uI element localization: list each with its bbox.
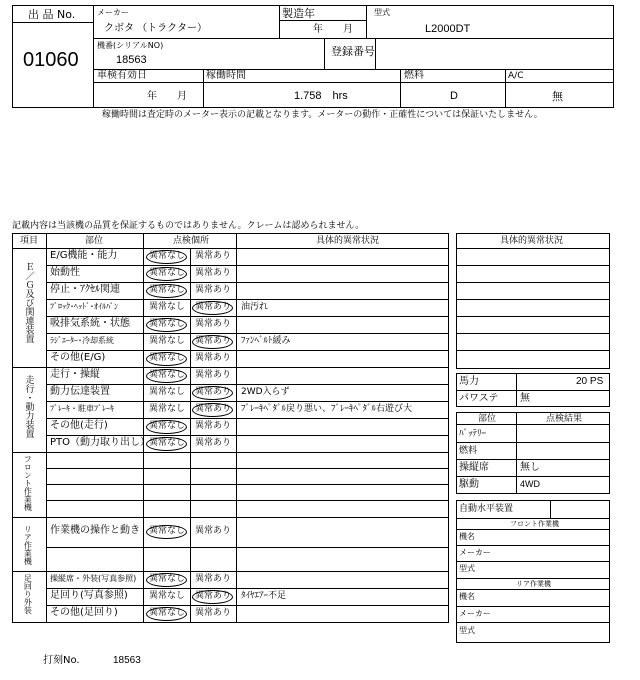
table-row-part: 停止・ｱｸｾﾙ関連 [50, 283, 120, 295]
group-undercarriage: 足回り外装 [23, 574, 33, 614]
front-maker-label: メーカー [459, 548, 491, 557]
table-row-part: 吸排気系統・状態 [50, 317, 130, 329]
ok-option: 異常なし [149, 335, 186, 346]
ac-value: 無 [552, 90, 563, 103]
table-row-part: 動力伝達装置 [50, 385, 110, 397]
group-rear: リア作業機 [23, 525, 33, 565]
table-row-part: その他(足回り) [50, 606, 118, 618]
ng-option: 異常あり [195, 403, 232, 414]
result-mark [146, 284, 187, 298]
result-mark [146, 318, 187, 332]
ng-option: 異常あり [195, 420, 232, 431]
header-details: 具体的異常状況 [316, 236, 380, 246]
ng-option: 異常あり [195, 573, 232, 584]
result-mark [192, 386, 233, 400]
table-row-detail: 2WD入らず [241, 386, 290, 397]
ok-option: 異常なし [149, 352, 186, 363]
battery-label: ﾊﾞｯﾃﾘｰ [459, 429, 487, 439]
ok-option: 異常なし [149, 267, 186, 278]
cabin-label: 操縦席 [459, 462, 489, 473]
group-drive: 走行・動力装置 [23, 375, 34, 438]
front-attachment-header: フロント作業機 [510, 520, 559, 528]
model-value: L2000DT [425, 23, 471, 35]
result-header: 点検結果 [546, 414, 583, 424]
drive-label: 駆動 [459, 479, 479, 490]
model-label: 型式 [374, 8, 390, 17]
ac-label: A/C [508, 71, 524, 81]
lot-number-label: 出 品 No. [28, 8, 76, 21]
group-eg: Ｅ／Ｇ及び関連装置 [23, 262, 34, 343]
leveler-label: 自動水平装置 [459, 504, 514, 514]
result-mark [146, 437, 187, 451]
cabin-value: 無し [520, 462, 540, 473]
year-unit: 年 月 [313, 24, 353, 35]
table-row-part: ﾌﾞﾛｯｸ･ﾍｯﾄﾞ･ｵｲﾙﾊﾟﾝ [50, 301, 118, 311]
ng-option: 異常あり [195, 386, 232, 397]
ok-option: 異常なし [149, 369, 186, 380]
ng-option: 異常あり [195, 250, 232, 261]
year-label: 製造年 [282, 7, 315, 20]
table-row-part: 足回り(写真参照) [50, 589, 128, 601]
ng-option: 異常あり [195, 267, 232, 278]
ng-option: 異常あり [195, 437, 232, 448]
ng-option: 異常あり [195, 335, 232, 346]
result-mark [146, 369, 187, 383]
table-row-detail: ﾌﾞﾚｰｷﾍﾟﾀﾞﾙ戻り悪い、ﾌﾞﾚｰｷﾍﾟﾀﾞﾙ右遊び大 [241, 403, 413, 414]
hours-value: 1.758 hrs [294, 90, 348, 102]
table-row-part: E/G機能・能力 [50, 249, 118, 261]
result-mark [146, 250, 187, 264]
result-mark [146, 420, 187, 434]
rear-attachment-header: リア作業機 [516, 580, 551, 588]
table-row-part: その他(走行) [50, 419, 108, 431]
table-row-part: 操縦席・外装(写真参照) [50, 573, 137, 583]
ok-option: 異常なし [149, 403, 186, 414]
ng-option: 異常あり [195, 590, 232, 601]
serial-value: 18563 [116, 54, 147, 66]
drive-value: 4WD [520, 479, 540, 489]
rear-maker-label: メーカー [459, 609, 491, 618]
rear-model-label: 型式 [459, 626, 475, 635]
ok-option: 異常なし [149, 386, 186, 397]
ok-option: 異常なし [149, 318, 186, 329]
hours-label: 稼働時間 [206, 70, 246, 81]
stamp-label: 打刻No. [43, 655, 80, 666]
stamp-value: 18563 [113, 655, 141, 666]
fuel-label-right: 燃料 [459, 446, 478, 456]
power-steering-value: 無 [520, 393, 530, 404]
registration-label: 登録番号 [331, 45, 375, 58]
ok-option: 異常なし [149, 573, 186, 584]
horsepower-label: 馬力 [459, 376, 479, 387]
result-mark [192, 301, 233, 315]
part-header: 部位 [478, 414, 497, 424]
ok-option: 異常なし [149, 250, 186, 261]
header-part: 部位 [85, 236, 104, 246]
result-mark [146, 352, 187, 366]
result-mark [146, 573, 187, 587]
front-model-label: 型式 [459, 564, 475, 573]
ok-option: 異常なし [149, 526, 186, 536]
fuel-label: 燃料 [404, 70, 424, 81]
result-mark [192, 590, 233, 604]
table-row-part: ﾗｼﾞｴｰﾀｰ･冷却系統 [50, 335, 114, 345]
ng-option: 異常あり [195, 301, 232, 312]
right-details-header: 具体的異常状況 [500, 236, 564, 246]
maker-value: クボタ （トラクター） [104, 23, 207, 34]
inspection-label: 車検有効日 [97, 70, 147, 81]
table-row-part: ﾌﾞﾚｰｷ・駐車ﾌﾞﾚｰｷ [50, 403, 114, 413]
power-steering-label: パワステ [459, 393, 499, 404]
ok-option: 異常なし [149, 301, 186, 312]
table-row-part: 始動性 [50, 266, 80, 278]
table-row-detail: ﾀｲﾔｴｱｰ不足 [241, 590, 287, 601]
quality-note: 記載内容は当該機の品質を保証するものではありません。クレームは認められません。 [12, 221, 365, 231]
ng-option: 異常あり [195, 607, 232, 618]
ng-option: 異常あり [195, 318, 232, 329]
header-item: 項目 [20, 236, 39, 246]
right-details-box [456, 233, 610, 369]
lot-number: 01060 [23, 49, 79, 71]
hours-note: 稼働時間は査定時のメーター表示の記載となります。メーターの動作・正確性については保証いたしません。 [102, 110, 543, 120]
result-mark [146, 525, 187, 539]
ok-option: 異常なし [149, 437, 186, 448]
header-check: 点検個所 [173, 236, 210, 246]
result-mark [146, 607, 187, 621]
table-row-part: 走行・操縦 [50, 368, 100, 380]
ng-option: 異常あり [195, 369, 232, 380]
ng-option: 異常あり [195, 284, 232, 295]
table-row-detail: ﾌｧﾝﾍﾞﾙﾄ緩み [241, 335, 291, 346]
group-front: フロント作業機 [23, 455, 33, 511]
rear-name-label: 機名 [459, 592, 475, 601]
result-mark [192, 403, 233, 417]
ok-option: 異常なし [149, 607, 186, 618]
table-row-part: 作業機の操作と動き [50, 525, 140, 536]
ok-option: 異常なし [149, 284, 186, 295]
serial-label: 機番(シリアルNO) [97, 41, 164, 50]
table-row-part: PTO（動力取り出し） [50, 436, 151, 448]
maker-label: メーカー [97, 8, 129, 17]
table-row-part: その他(E/G) [50, 351, 106, 363]
ng-option: 異常あり [195, 352, 232, 363]
fuel-value: D [450, 90, 458, 102]
ng-option: 異常あり [195, 526, 232, 536]
horsepower-value: 20 PS [576, 376, 604, 387]
result-mark [146, 267, 187, 281]
table-row-detail: 油汚れ [241, 301, 269, 312]
ok-option: 異常なし [149, 420, 186, 431]
front-name-label: 機名 [459, 532, 475, 541]
ok-option: 異常なし [149, 590, 186, 601]
inspection-unit: 年 月 [147, 91, 187, 102]
result-mark [192, 335, 233, 349]
